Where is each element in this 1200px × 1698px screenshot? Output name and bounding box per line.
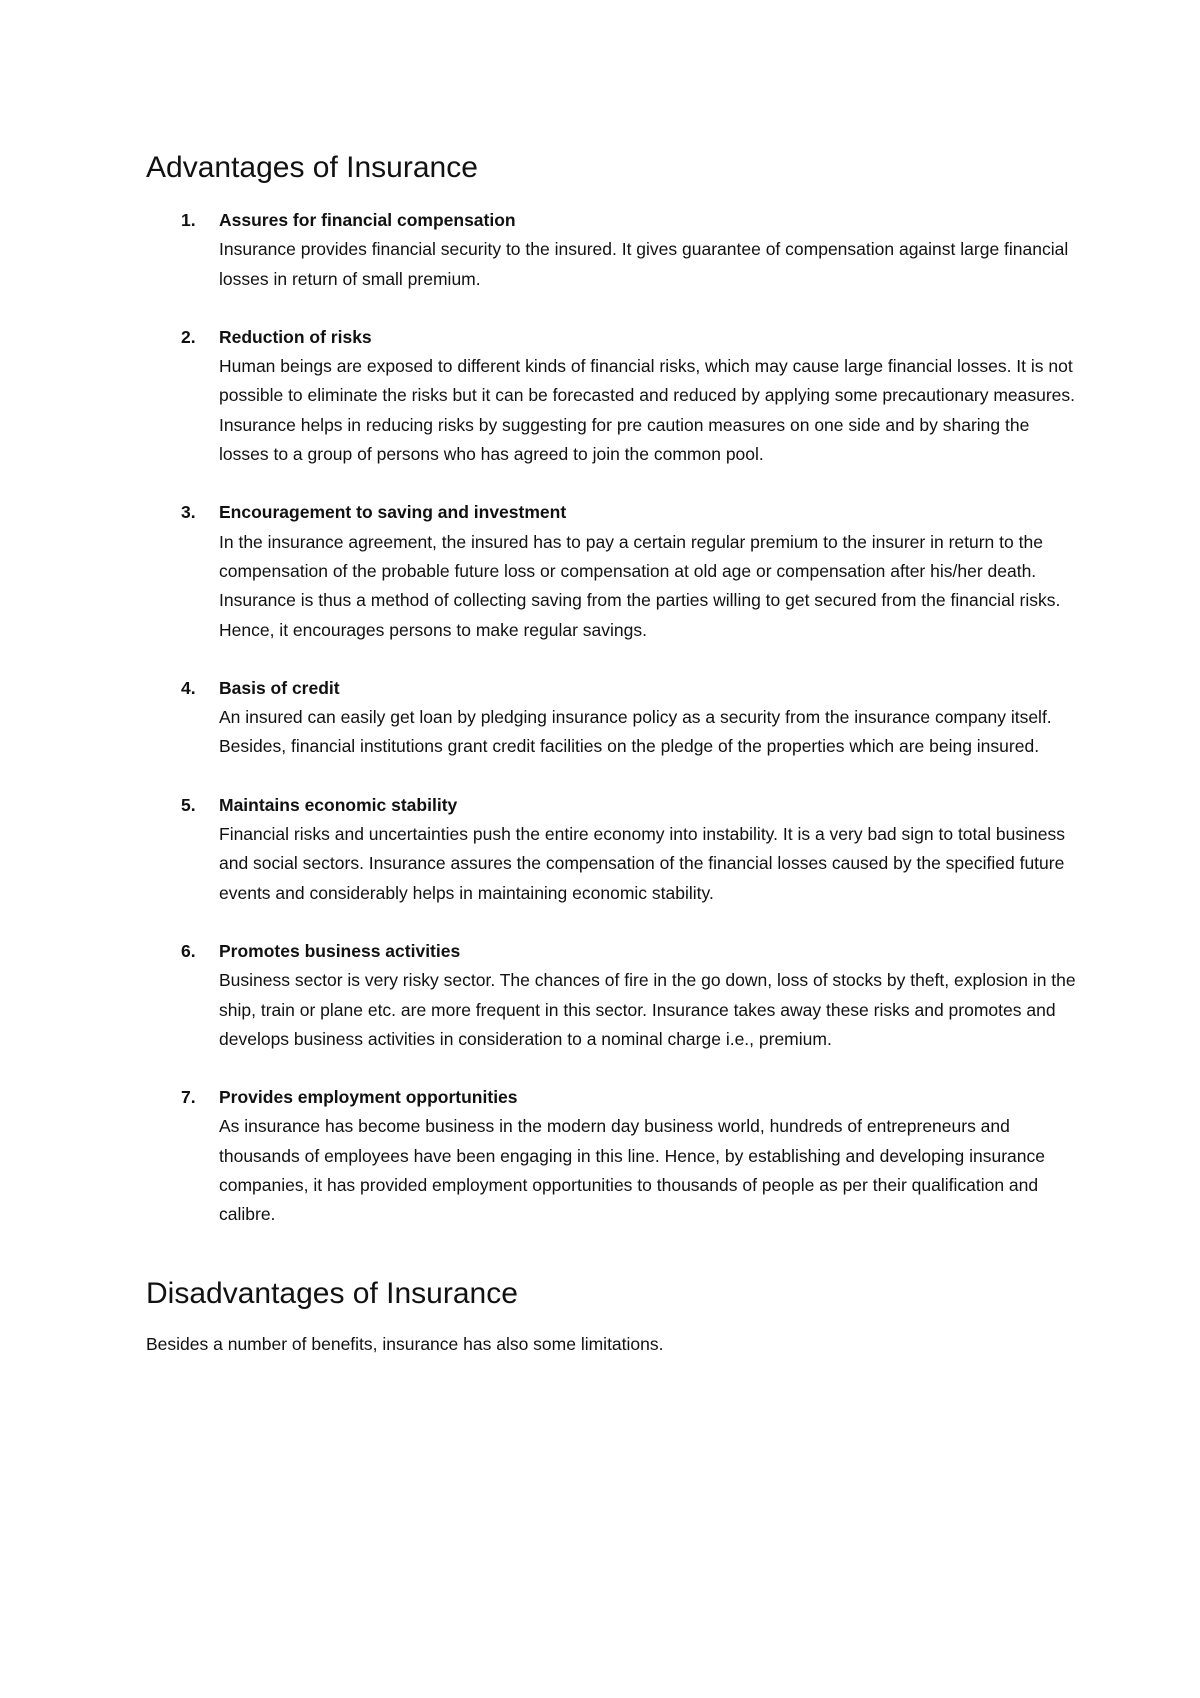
item-number: 2.: [181, 326, 196, 347]
item-title: Encouragement to saving and investment: [219, 502, 567, 523]
item-number: 5.: [181, 794, 196, 815]
list-item: [146, 937, 1076, 1054]
item-body: An insured can easily get loan by pledging insurance policy as a security from the insurance company itself. Besides, financial institutions grant credit facilities on the pledge of the properties which are being insured.: [219, 707, 1052, 757]
list-item: [146, 791, 1076, 908]
item-body: As insurance has become business in the modern day business world, hundreds of entrepreneurs and thousands of employees have been engaging in this line. Hence, by establishing and developing insurance companies, it has provided employment opportunities to thousands of people as per their qualification and calibre.: [219, 1116, 1045, 1225]
list-item: [146, 674, 1076, 762]
item-number: 6.: [181, 940, 196, 961]
item-body: Financial risks and uncertainties push the entire economy into instability. It is a very bad sign to total business and social sectors. Insurance assures the compensation of the financial losses caused by the specified future events and considerably helps in maintaining economic stability.: [219, 824, 1065, 903]
item-number: 3.: [181, 502, 196, 523]
item-title: Basis of credit: [219, 677, 340, 698]
item-number: 7.: [181, 1087, 196, 1108]
list-item: [146, 498, 1076, 644]
document-page: [146, 150, 1076, 1359]
item-body: Business sector is very risky sector. The chances of fire in the go down, loss of stocks by theft, explosion in the ship, train or plane etc. are more frequent in this sector. Insurance takes away these risks and promotes and develops business activities in consideration to a nominal charge i.e., premium.: [219, 970, 1076, 1049]
item-title: Maintains economic stability: [219, 794, 458, 815]
list-item: [146, 1083, 1076, 1229]
item-body: Human beings are exposed to different kinds of financial risks, which may cause large financial losses. It is not possible to eliminate the risks but it can be forecasted and reduced by applying some precautionary measures. Insurance helps in reducing risks by suggesting for pre caution measures on one side and by sharing the losses to a group of persons who has agreed to join the common pool.: [219, 356, 1076, 465]
item-body: In the insurance agreement, the insured has to pay a certain regular premium to the insurer in return to the compensation of the probable future loss or compensation at old age or compensation after his/her death. Insurance is thus a method of collecting saving from the parties willing to get secured from the financial risks. Hence, it encourages persons to make regular savings.: [219, 531, 1061, 640]
advantages-heading: Advantages of Insurance: [146, 151, 478, 184]
disadvantages-heading: Disadvantages of Insurance: [146, 1276, 518, 1310]
item-body: Insurance provides financial security to the insured. It gives guarantee of compensation against large financial losses in return of small premium.: [219, 239, 1069, 289]
item-number: 4.: [181, 677, 196, 698]
item-title: Reduction of risks: [219, 326, 372, 347]
item-title: Assures for financial compensation: [219, 210, 516, 230]
advantages-list: [146, 206, 1076, 1230]
item-title: Provides employment opportunities: [219, 1087, 518, 1108]
disadvantages-intro: Besides a number of benefits, insurance has also some limitations.: [146, 1333, 664, 1354]
item-title: Promotes business activities: [219, 940, 461, 961]
list-item: [146, 323, 1076, 469]
item-number: 1.: [181, 210, 196, 230]
list-item: [146, 206, 1076, 294]
